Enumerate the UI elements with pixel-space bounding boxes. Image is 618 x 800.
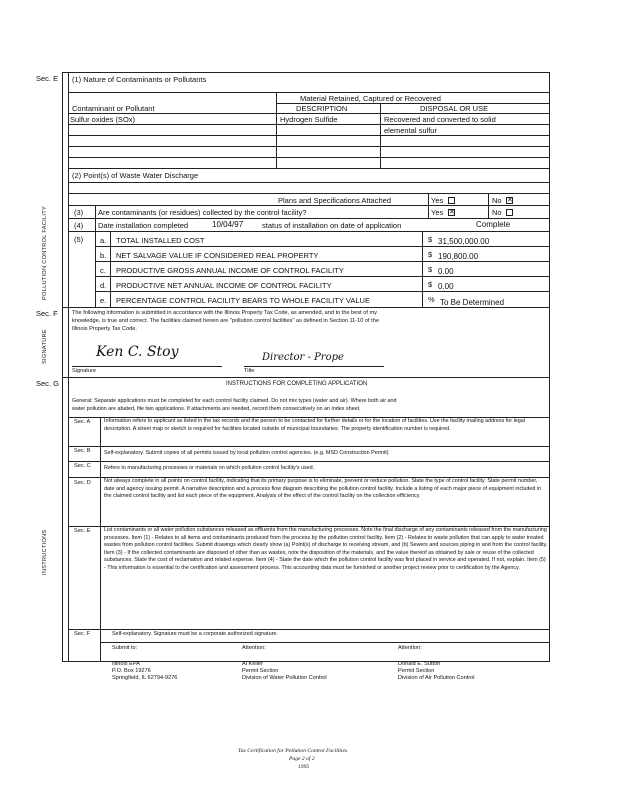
air-contact-line3: Division of Air Pollution Control	[398, 675, 475, 681]
rule	[62, 307, 550, 308]
q5e-letter: e.	[100, 296, 107, 305]
q5e-value: To Be Determined	[440, 298, 505, 307]
q3-yes-checkbox[interactable]: ✕	[449, 209, 455, 216]
q5d-value: 0.00	[438, 282, 454, 291]
water-contact-line1: Al Keller	[242, 661, 263, 667]
q3-yes-label: Yes	[431, 208, 444, 217]
q4-status-label: status of installation on date of application	[262, 221, 402, 230]
rule	[68, 629, 550, 630]
rule	[95, 276, 550, 277]
q5a-label: TOTAL INSTALLED COST	[116, 236, 205, 245]
air-contact-line2: Permit Section	[398, 668, 435, 674]
inst-sec-d-label: Sec. D	[74, 480, 91, 486]
rule	[68, 218, 550, 219]
q5b-label: NET SALVAGE VALUE IF CONSIDERED REAL PROPERTY	[116, 251, 319, 260]
submit-address-line2: P.O. Box 19276	[112, 668, 151, 674]
rule	[68, 205, 550, 206]
col-contaminant-header: Contaminant or Pollutant	[72, 104, 155, 113]
sec-e-side-label: POLLUTION CONTROL FACILITY	[42, 206, 48, 300]
q3-no-label: No	[492, 208, 502, 217]
sec-column-divider	[68, 72, 69, 662]
signature-value: Ken C. Stoy	[96, 344, 179, 360]
rule	[95, 246, 550, 247]
signature-line	[72, 366, 222, 367]
rule	[68, 157, 550, 158]
plans-yes-checkbox[interactable]	[448, 197, 455, 204]
q5c-dollar: $	[428, 265, 433, 274]
q3-number: (3)	[74, 208, 84, 217]
q5-number: (5)	[74, 235, 84, 244]
certification-line1: The following information is submitted in accordance with the Illinois Property Tax Code, as amended, and to the best of my	[72, 310, 377, 316]
general-line1: General: Separate applications must be completed for each control facility claimed. Do not mix types (water and air). Where both air and	[72, 398, 397, 404]
sec-e-label: Sec. E	[36, 74, 59, 83]
waste-water-discharge-heading: (2) Point(s) of Waste Water Discharge	[72, 171, 199, 180]
submit-to-header: Submit to:	[112, 645, 138, 651]
attention-air-header: Attention:	[398, 645, 422, 651]
q5d-letter: d.	[100, 281, 107, 290]
q4-date: 10/04/97	[212, 220, 244, 229]
inst-sec-a-label: Sec. A	[74, 419, 91, 425]
sec-g-side-label: INSTRUCTIONS	[42, 529, 48, 575]
rule	[68, 193, 550, 194]
rule	[428, 193, 429, 218]
inst-sec-c-text: Refers to manufacturing processes or materials on which pollution control facility's used.	[104, 465, 315, 471]
rule	[68, 461, 550, 462]
q4-label: Date installation completed	[98, 221, 189, 230]
plans-attached-label: Plans and Specifications Attached	[278, 196, 391, 205]
q5b-dollar: $	[428, 250, 433, 259]
rule	[95, 261, 550, 262]
disposal-cell-line1: Recovered and converted to solid	[384, 115, 496, 124]
title-label: Title	[244, 368, 255, 374]
sec-g-label: Sec. G	[36, 379, 59, 388]
disposal-cell-line2: elemental sulfur	[384, 126, 437, 135]
q5c-value: 0.00	[438, 267, 454, 276]
rule	[68, 113, 550, 114]
footer-form-title: Tax Certification for Pollution Control Facilities	[238, 748, 348, 754]
inst-sec-d-text: Not always complete in all points on control facility, indicating that its primary purpose is to eliminate, prevent or reduce pollution. State the type of control facility. State permit number, date and agency issuing permit. A narrative description and a process flow diagram describing the pollution control facility. Include a listing of each major piece of equipment included in the claimed control facility and list each piece of the equipment. Analysis of the effect of the control facility on the collection efficiency.	[104, 478, 542, 500]
certification-line3: Illinois Property Tax Code.	[72, 326, 137, 332]
col-disposal-header: DISPOSAL OR USE	[420, 104, 489, 113]
q5b-letter: b.	[100, 251, 107, 260]
sec-f-label: Sec. F	[36, 309, 58, 318]
plans-yes-label: Yes	[431, 196, 444, 205]
attention-water-header: Attention:	[242, 645, 266, 651]
q4-status-value: Complete	[476, 220, 511, 229]
rule	[68, 92, 550, 93]
q4-number: (4)	[74, 221, 84, 230]
nature-of-contaminants-heading: (1) Nature of Contaminants or Pollutants	[72, 75, 207, 84]
description-cell: Hydrogen Sulfide	[280, 115, 338, 124]
rule	[68, 182, 550, 183]
general-line2: water pollution are abated, file two applications. If attachments are needed, record them consecutively on an index sheet.	[72, 406, 361, 412]
inst-sec-e-text: List contaminants or all water pollution substances released as effluents from the manufacturing processes. Note the final discharge of any contaminants released from the manufacturing processes. Item (1) - Relates to all items and contaminants produced from the process by the pollution control facility. Item (2) - Relates to waste pollution that can apply to water treated wastes from pollution control facilities. Submit drawings which clearly show (a) Point(s) of discharge to receiving stream, and (b) Sewers and sources piping in and from the control facility. Item (3) - If the collected contaminants are disposed of other than as wastes, note the disposition of the materials, and the value thereof as obtained by sale or reuse of the collected substances. State the cost of reclamation and related expense. Item (4) - State the date which the pollution control facility was first placed in service and operated. If not, explain. Item (5) - This information is essential to the certification and assessment process. This accounting data must be furnished or another project review prior to certification by the Agency.	[104, 527, 548, 571]
inst-sec-f-label: Sec. F	[74, 631, 91, 637]
q5d-label: PRODUCTIVE NET ANNUAL INCOME OF CONTROL FACILITY	[116, 281, 332, 290]
inst-sec-b-label: Sec. B	[74, 448, 91, 454]
rule	[68, 124, 550, 125]
contaminant-cell: Sulfur oxides (SOx)	[70, 115, 136, 124]
signature-label: Signature	[72, 368, 96, 374]
title-line	[244, 366, 384, 367]
water-contact-line2: Permit Section	[242, 668, 279, 674]
rule	[68, 146, 550, 147]
q5e-percent: %	[428, 295, 435, 304]
rule	[68, 135, 550, 136]
title-value: Director - Prope	[262, 352, 344, 363]
instructions-title: INSTRUCTIONS FOR COMPLETING APPLICATION	[226, 381, 368, 387]
q5a-letter: a.	[100, 236, 107, 245]
form-frame	[62, 72, 550, 662]
submit-address-line3: Springfield, IL 62794-9276	[112, 675, 178, 681]
q5a-dollar: $	[428, 235, 433, 244]
footer-year: 1995	[298, 764, 310, 770]
footer-page-number: Page 2 of 2	[289, 756, 315, 762]
water-contact-line3: Division of Water Pollution Control	[242, 675, 327, 681]
q5d-dollar: $	[428, 280, 433, 289]
q5a-value: 31,500,000.00	[438, 237, 490, 246]
q5c-label: PRODUCTIVE GROSS ANNUAL INCOME OF CONTROL FACILITY	[116, 266, 344, 275]
rule	[62, 377, 550, 378]
rule	[422, 231, 423, 307]
rule	[68, 231, 550, 232]
col-description-header: DESCRIPTION	[296, 104, 348, 113]
rule	[100, 629, 101, 662]
rule	[95, 291, 550, 292]
certification-line2: knowledge, is true and correct. The facilities claimed herein are "pollution control facilities" as defined in Section 11-10 of the	[72, 318, 379, 324]
inst-sec-c-label: Sec. C	[74, 463, 91, 469]
inst-sec-e-label: Sec. E	[74, 528, 91, 534]
inst-sec-b-text: Self-explanatory. Submit copies of all permits issued by local pollution control agencies. (e.g. MSD Construction Permit)	[104, 450, 389, 456]
rule	[110, 231, 111, 307]
submit-address-line1: Illinois EPA	[112, 661, 140, 667]
rule	[100, 417, 101, 629]
q3-question: Are contaminants (or residues) collected by the control facility?	[98, 208, 307, 217]
rule	[68, 168, 550, 169]
inst-sec-a-text: Information refers to applicant as listed in the tax records and the person to be contacted for further details or for the location of facilities. Use the facility mailing address for legal description. A street map or sketch is required for facilities located outside of municipal boundaries. The property identification number is required.	[104, 418, 525, 432]
q5e-label: PERCENTAGE CONTROL FACILITY BEARS TO WHOLE FACILITY VALUE	[116, 296, 370, 305]
rule	[488, 193, 489, 218]
plans-no-label: No	[492, 196, 502, 205]
q3-no-checkbox[interactable]	[506, 209, 513, 216]
q5c-letter: c.	[100, 266, 106, 275]
rule	[100, 642, 550, 643]
air-contact-line1: Donald E. Sutton	[398, 661, 441, 667]
material-retained-header: Material Retained, Captured or Recovered	[300, 94, 441, 103]
rule	[68, 446, 550, 447]
q5b-value: 190,800.00	[438, 252, 479, 261]
sec-f-side-label: SIGNATURE	[42, 329, 48, 364]
plans-no-checkbox[interactable]: ✕	[507, 197, 513, 204]
inst-sec-f-text: Self-explanatory. Signature must be a corporate authorized signature.	[112, 631, 278, 637]
